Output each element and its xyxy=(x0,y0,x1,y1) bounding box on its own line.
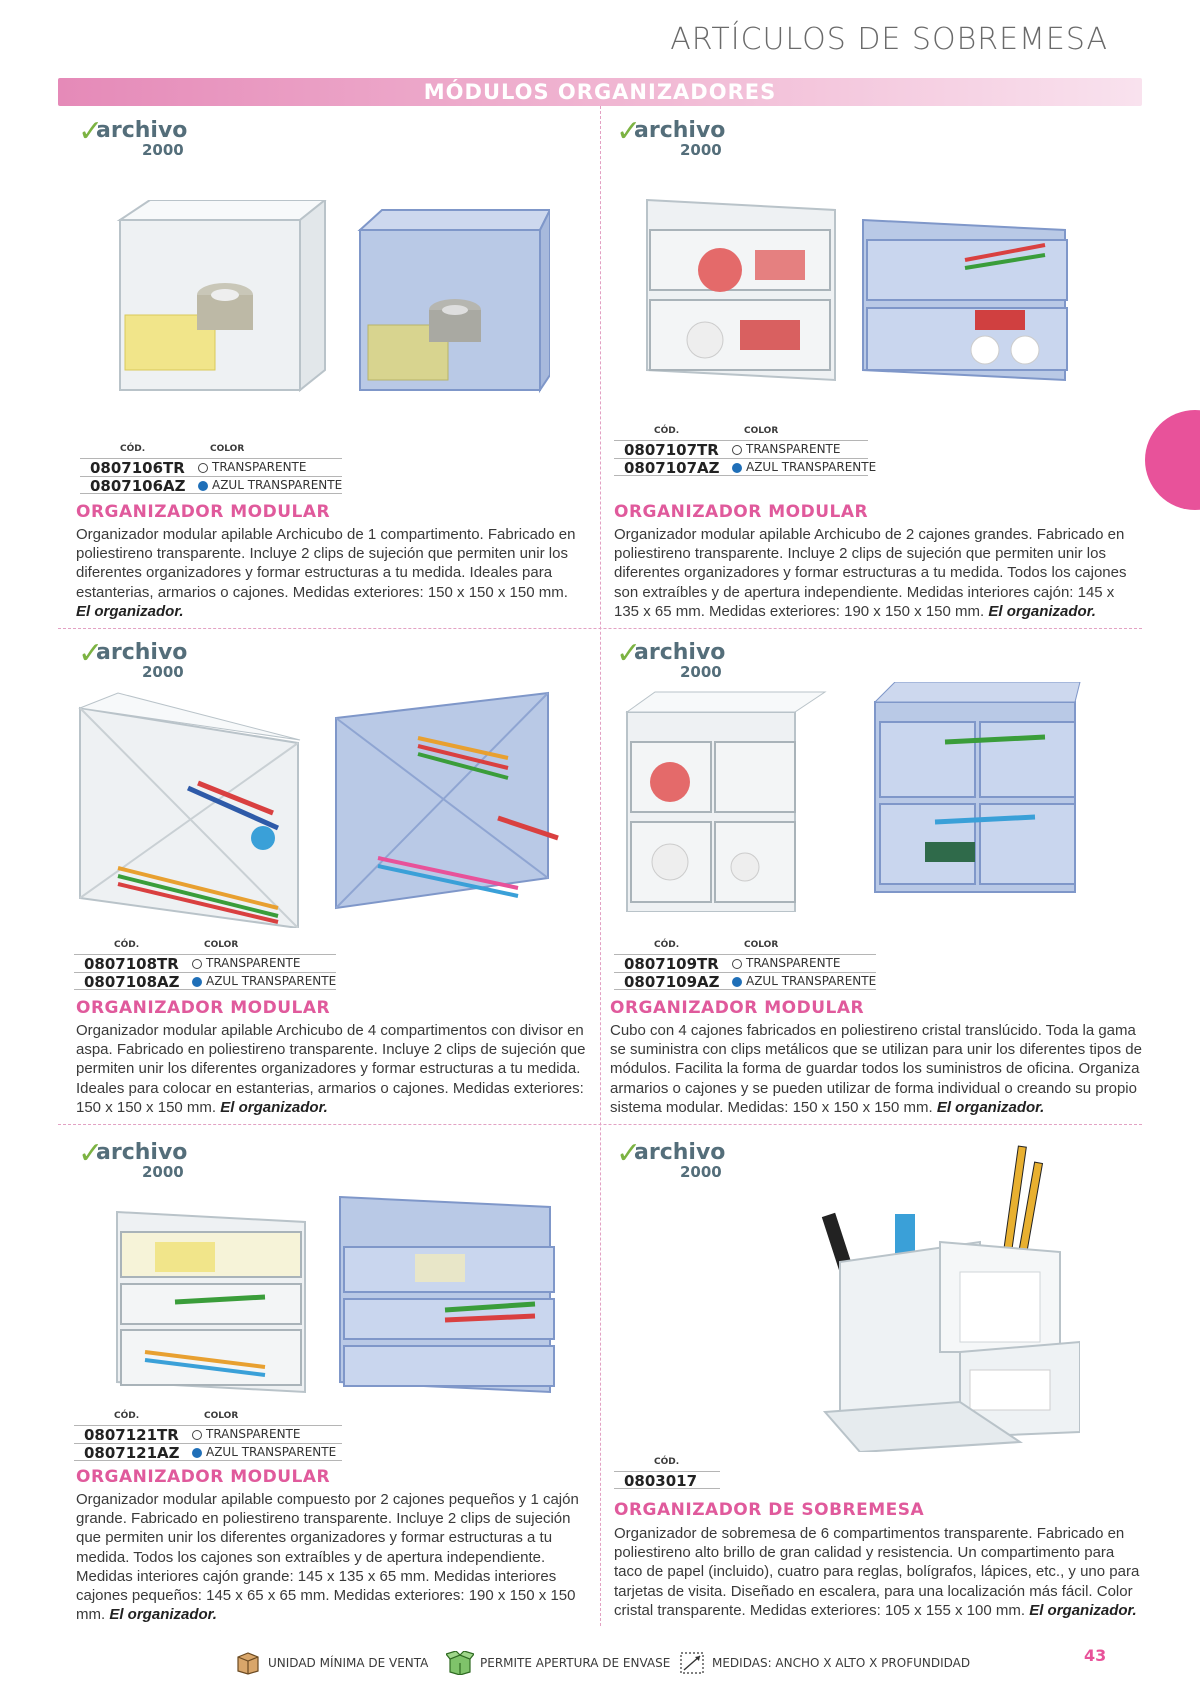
color-name: TRANSPARENTE xyxy=(746,442,841,456)
row-divider xyxy=(58,1124,1142,1125)
code-header: CÓD. xyxy=(654,940,680,950)
logo-year: 2000 xyxy=(142,663,184,681)
product-description xyxy=(614,525,1134,621)
color-header: COLOR xyxy=(210,444,245,454)
blue-dot-icon xyxy=(192,977,202,987)
code-header: CÓD. xyxy=(654,426,680,436)
blue-dot-icon xyxy=(192,1448,202,1458)
color-name: AZUL TRANSPARENTE xyxy=(206,974,337,988)
description-suffix: El organizador. xyxy=(1029,1601,1137,1619)
logo-word: archivo xyxy=(634,1140,726,1165)
product-code: 0807107TR xyxy=(624,441,719,459)
box-icon xyxy=(234,1651,262,1675)
code-row xyxy=(74,1443,342,1461)
logo-check-icon: ✓ xyxy=(78,636,104,671)
product-codes xyxy=(614,1457,720,1489)
description-suffix: El organizador. xyxy=(936,1098,1045,1116)
product-photo-3 xyxy=(78,688,578,928)
description-text: Organizador modular apilable compuesto por 2 cajones pequeños y 1 cajón grande. Fabricado en poliestireno transparente. Incluye 2 clips de sujeción que permiten unir los diferentes organizadores y formar estructuras a tu medida. Todos los cajones son extraíbles y de apertura independiente. Medidas interiores cajón grande: 145 x 135 x 65 mm. Medidas interiores cajones pequeños: 145 x 65 x 65 mm. Medidas exteriores: 190 x 150 x 150 mm. xyxy=(76,1491,579,1624)
color-header: COLOR xyxy=(744,940,779,950)
product-code: 0807106AZ xyxy=(90,477,186,495)
product-photo-4 xyxy=(625,682,1085,912)
product-codes xyxy=(614,426,877,477)
transparent-dot-icon xyxy=(192,959,202,969)
product-code: 0807108TR xyxy=(84,955,179,973)
product-codes xyxy=(80,444,342,494)
product-title: ORGANIZADOR MODULAR xyxy=(614,502,869,522)
code-header: CÓD. xyxy=(114,940,140,950)
product-code: 0807109AZ xyxy=(624,973,720,991)
description-suffix: El organizador. xyxy=(76,602,184,620)
code-row xyxy=(614,440,868,458)
product-code: 0803017 xyxy=(624,1472,698,1490)
logo-word: archivo xyxy=(634,118,726,143)
product-description xyxy=(76,525,586,621)
description-suffix: El organizador. xyxy=(109,1606,217,1624)
product-description xyxy=(76,1021,591,1117)
description-text: Cubo con 4 cajones fabricados en poliestireno cristal translúcido. Toda la gama se suministra con clips metálicos que se utilizan para unir los diferentes tipos de módulos. Facilita la forma de guardar todos los suministros de oficina. Organiza armarios o cajones y se pueden utilizar de forma individual o creando su propio sistema modular. Medidas: 150 x 150 x 150 mm. xyxy=(610,1022,1142,1116)
color-header: COLOR xyxy=(204,1411,239,1421)
logo-check-icon: ✓ xyxy=(616,114,642,149)
logo-word: archivo xyxy=(634,640,726,665)
brand-logo xyxy=(78,114,198,158)
code-header: CÓD. xyxy=(654,1457,680,1467)
brand-logo xyxy=(78,636,198,680)
product-title: ORGANIZADOR MODULAR xyxy=(76,502,331,522)
code-header: CÓD. xyxy=(114,1411,140,1421)
code-row xyxy=(74,954,336,972)
product-photo-6 xyxy=(820,1142,1080,1452)
code-row xyxy=(614,954,876,972)
footer-measures-label: MEDIDAS: ANCHO X ALTO X PROFUNDIDAD xyxy=(712,1656,971,1670)
footer-measures xyxy=(678,1650,970,1676)
code-row xyxy=(74,972,336,990)
code-row xyxy=(614,972,876,990)
blue-dot-icon xyxy=(732,463,742,473)
logo-word: archivo xyxy=(96,1140,188,1165)
code-row xyxy=(80,458,342,476)
brand-logo xyxy=(616,114,736,158)
description-text: Organizador modular apilable Archicubo de 4 compartimentos con divisor en aspa. Fabricado en poliestireno transparente. Incluye 2 clips de sujeción que permiten unir los diferentes organizadores y formar estructuras a tu medida. Ideales para colocar en estanterias, armarios o cajones. Medidas exteriores: 150 x 150 x 150 mm. xyxy=(76,1022,586,1116)
product-description xyxy=(610,1021,1146,1117)
color-name: AZUL TRANSPARENTE xyxy=(212,478,343,492)
color-name: TRANSPARENTE xyxy=(212,460,307,474)
product-code: 0807121AZ xyxy=(84,1444,180,1462)
product-code: 0807121TR xyxy=(84,1426,179,1444)
chapter-tab xyxy=(1145,410,1200,510)
logo-year: 2000 xyxy=(142,1163,184,1181)
code-row xyxy=(80,476,342,494)
brand-logo xyxy=(78,1136,198,1180)
logo-word: archivo xyxy=(96,118,188,143)
color-name: TRANSPARENTE xyxy=(206,956,301,970)
measures-icon xyxy=(678,1651,706,1675)
color-name: AZUL TRANSPARENTE xyxy=(206,1445,337,1459)
footer-unit-label: UNIDAD MÍNIMA DE VENTA xyxy=(268,1656,429,1670)
color-name: AZUL TRANSPARENTE xyxy=(746,460,877,474)
footer-open-label: PERMITE APERTURA DE ENVASE xyxy=(480,1656,671,1670)
description-text: Organizador modular apilable Archicubo de 2 cajones grandes. Fabricado en poliestireno transparente. Incluye 2 clips de sujeción que permiten unir los diferentes organizadores y formar estructuras a tu medida. Todos los cajones son extraíbles y de apertura independiente. Medidas interiores cajón: 145 x 135 x 65 mm. Medidas exteriores: 190 x 150 x 150 mm. xyxy=(614,526,1127,620)
page-number: 43 xyxy=(1084,1646,1107,1665)
brand-logo xyxy=(616,636,736,680)
logo-check-icon: ✓ xyxy=(78,114,104,149)
color-name: TRANSPARENTE xyxy=(206,1427,301,1441)
product-description xyxy=(614,1524,1144,1620)
transparent-dot-icon xyxy=(732,445,742,455)
product-codes xyxy=(74,1411,342,1461)
brand-logo xyxy=(616,1136,736,1180)
logo-check-icon: ✓ xyxy=(616,636,642,671)
product-code: 0807107AZ xyxy=(624,459,720,477)
code-row xyxy=(614,458,877,477)
product-photo-5 xyxy=(115,1192,565,1397)
blue-dot-icon xyxy=(198,481,208,491)
transparent-dot-icon xyxy=(198,463,208,473)
logo-word: archivo xyxy=(96,640,188,665)
color-header: COLOR xyxy=(744,426,779,436)
section-title: MÓDULOS ORGANIZADORES xyxy=(423,80,777,104)
logo-year: 2000 xyxy=(680,663,722,681)
product-title: ORGANIZADOR MODULAR xyxy=(76,1467,331,1487)
product-codes xyxy=(614,940,876,990)
code-row xyxy=(74,1425,342,1443)
footer-open xyxy=(446,1650,670,1676)
open-box-icon xyxy=(446,1651,474,1675)
color-name: AZUL TRANSPARENTE xyxy=(746,974,877,988)
description-suffix: El organizador. xyxy=(220,1098,328,1116)
logo-year: 2000 xyxy=(680,141,722,159)
description-text: Organizador de sobremesa de 6 compartimentos transparente. Fabricado en poliestireno alto brillo de gran calidad y resistencia. Un compartimento para taco de papel (incluido), cuatro para reglas, bolígrafos, lápices, etc., y uno para tarjetas de visita. Diseñado en escalera, para una localización más fácil. Color cristal transparente. Medidas exteriores: 105 x 155 x 100 mm. xyxy=(614,1525,1140,1619)
logo-check-icon: ✓ xyxy=(78,1136,104,1171)
color-name: TRANSPARENTE xyxy=(746,956,841,970)
product-code: 0807108AZ xyxy=(84,973,180,991)
product-codes xyxy=(74,940,336,990)
product-title: ORGANIZADOR MODULAR xyxy=(610,998,865,1018)
product-photo-1 xyxy=(110,200,550,410)
color-header: COLOR xyxy=(204,940,239,950)
blue-dot-icon xyxy=(732,977,742,987)
logo-year: 2000 xyxy=(142,141,184,159)
logo-check-icon: ✓ xyxy=(616,1136,642,1171)
description-text: Organizador modular apilable Archicubo de 1 compartimento. Fabricado en poliestireno transparente. Incluye 2 clips de sujeción que permiten unir los diferentes organizadores y formar estructuras a tu medida. Ideales para estanterias, armarios o cajones. Medidas exteriores: 150 x 150 x 150 mm. xyxy=(76,526,576,601)
product-description xyxy=(76,1490,591,1624)
transparent-dot-icon xyxy=(732,959,742,969)
product-code: 0807109TR xyxy=(624,955,719,973)
page-title: ARTÍCULOS DE SOBREMESA xyxy=(670,22,1108,57)
column-divider xyxy=(600,106,601,1626)
section-band xyxy=(58,78,1142,106)
product-code: 0807106TR xyxy=(90,459,185,477)
description-suffix: El organizador. xyxy=(988,602,1096,620)
footer-unit xyxy=(234,1650,428,1676)
logo-year: 2000 xyxy=(680,1163,722,1181)
product-photo-2 xyxy=(645,190,1085,390)
code-row xyxy=(614,1471,720,1489)
row-divider xyxy=(58,628,1142,629)
code-header: CÓD. xyxy=(120,444,146,454)
product-title: ORGANIZADOR DE SOBREMESA xyxy=(614,1500,925,1520)
product-title: ORGANIZADOR MODULAR xyxy=(76,998,331,1018)
transparent-dot-icon xyxy=(192,1430,202,1440)
